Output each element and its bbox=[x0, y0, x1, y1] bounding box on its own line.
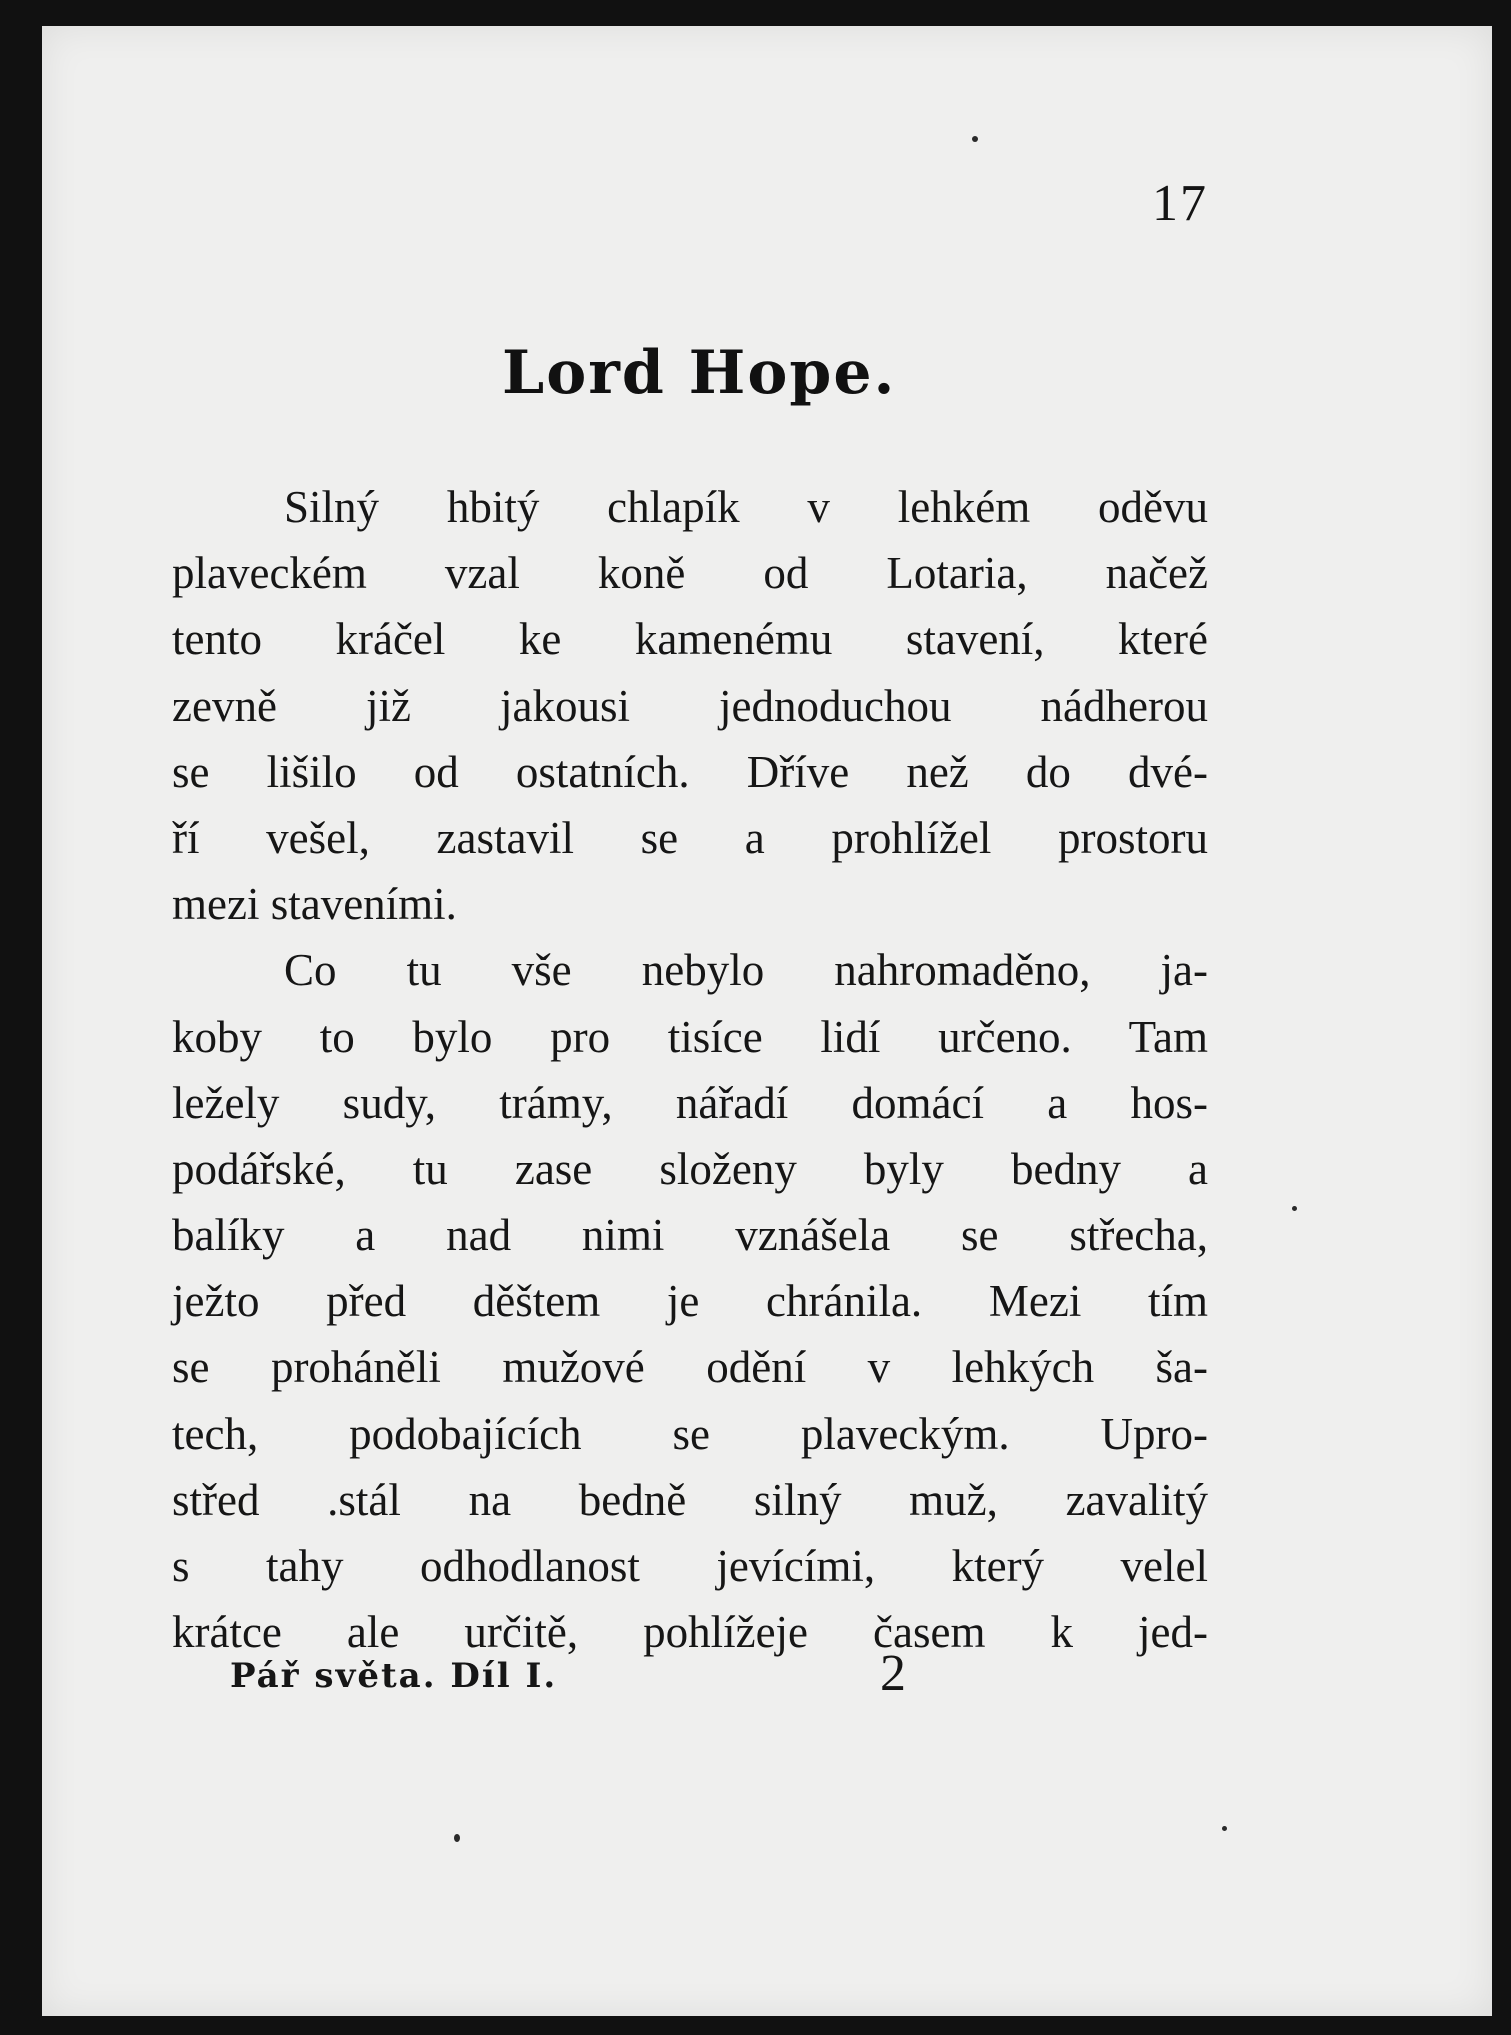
text-line: střed .stál na bedně silný muž, zavalitý bbox=[172, 1474, 1208, 1525]
text-line: se proháněli mužové odění v lehkých ša- bbox=[172, 1342, 1208, 1393]
paper-speck bbox=[1222, 1826, 1227, 1831]
text-line: Silný hbitý chlapík v lehkém oděvu bbox=[284, 482, 1208, 532]
text-line: balíky a nad nimi vznášela se střecha, bbox=[172, 1210, 1208, 1261]
text-line: ří vešel, zastavil se a prohlížel prostoru bbox=[172, 812, 1208, 863]
text-line: ježto před děštem je chránila. Mezi tím bbox=[172, 1276, 1208, 1327]
text-line: plaveckém vzal koně od Lotaria, načež bbox=[172, 548, 1208, 599]
paper-speck bbox=[972, 136, 978, 142]
text-line: zevně již jakousi jednoduchou nádherou bbox=[172, 680, 1208, 731]
book-page bbox=[42, 26, 1492, 2016]
text-line: se lišilo od ostatních. Dříve než do dvé- bbox=[172, 746, 1208, 797]
body-text bbox=[172, 474, 1208, 1665]
text-line: mezi staveními. bbox=[172, 879, 457, 930]
text-line: tech, podobajících se plaveckým. Upro- bbox=[172, 1408, 1208, 1459]
signature-mark: Pář světa. Díl I. bbox=[230, 1656, 558, 1696]
paper-speck bbox=[454, 1834, 460, 1842]
text-line: koby to bylo pro tisíce lidí určeno. Tam bbox=[172, 1011, 1208, 1062]
sheet-number: 2 bbox=[880, 1645, 906, 1702]
text-line: ležely sudy, trámy, nářadí domácí a hos- bbox=[172, 1077, 1208, 1128]
text-line: podářské, tu zase složeny byly bedny a bbox=[172, 1143, 1208, 1194]
chapter-title: Lord Hope. bbox=[502, 338, 897, 408]
text-line: krátce ale určitě, pohlížeje časem k jed- bbox=[172, 1607, 1208, 1658]
text-line: tento kráčel ke kamenému stavení, které bbox=[172, 614, 1208, 665]
text-line: Co tu vše nebylo nahromaděno, ja- bbox=[284, 945, 1208, 996]
page-number: 17 bbox=[1152, 175, 1208, 232]
paper-speck bbox=[1292, 1206, 1297, 1211]
text-line: s tahy odhodlanost jevícími, který velel bbox=[172, 1541, 1208, 1591]
